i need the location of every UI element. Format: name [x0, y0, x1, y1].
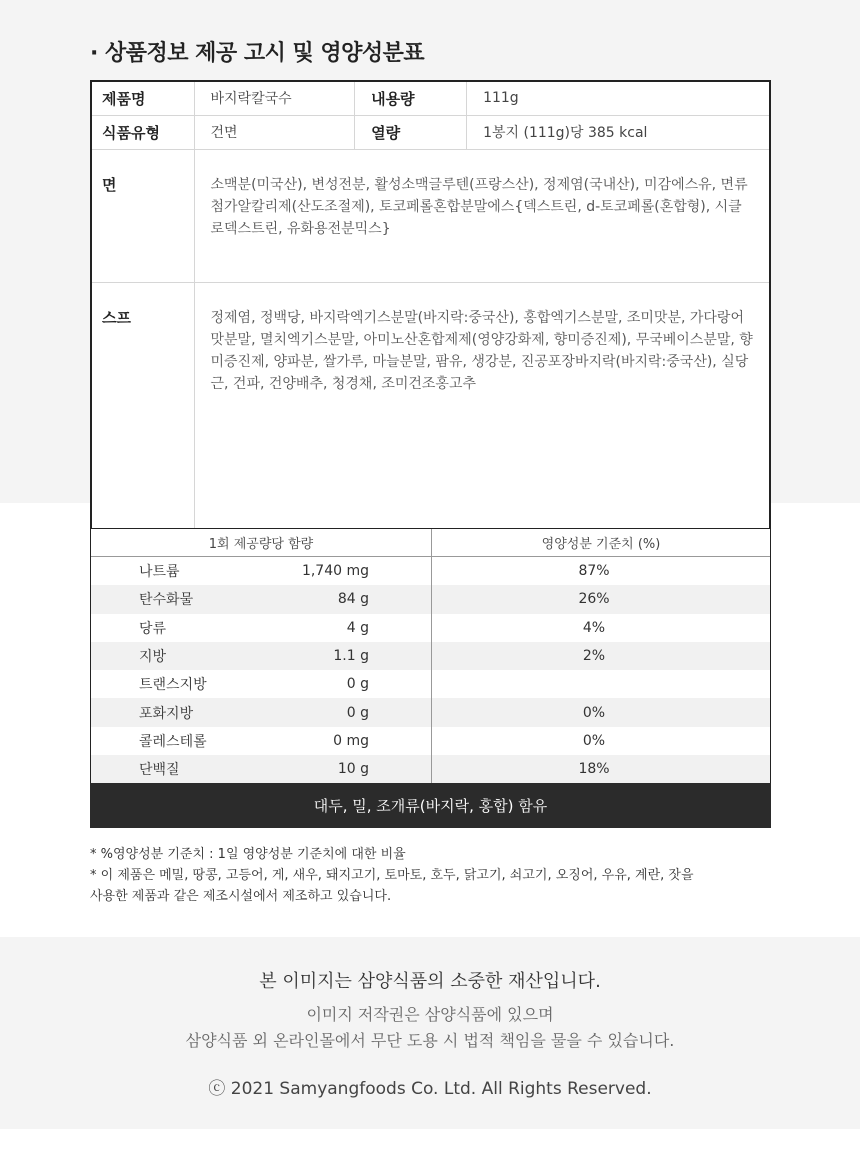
allergen-banner: 대두, 밀, 조개류(바지락, 홍합) 함유	[90, 783, 771, 828]
product-name-value: 바지락칼국수	[194, 81, 355, 115]
nutrition-row	[91, 557, 770, 585]
nutrition-row	[91, 670, 770, 698]
calorie-value: 1봉지 (111g)당 385 kcal	[467, 115, 770, 149]
table-row	[91, 115, 770, 149]
calorie-label: 열량	[355, 115, 467, 149]
nutrient-name: 당류	[139, 620, 167, 637]
nutrient-name: 트랜스지방	[139, 677, 207, 694]
nutrition-row	[91, 614, 770, 642]
nutrient-amount: 0 mg	[266, 727, 432, 755]
nutrition-table	[90, 529, 771, 783]
nutrient-percent: 0%	[582, 732, 606, 749]
nutrient-percent: 2%	[582, 648, 606, 665]
food-type-value: 건면	[194, 115, 355, 149]
product-info-table	[90, 80, 771, 530]
nutrient-amount: 84 g	[266, 585, 432, 613]
all-rights-reserved: ⓒ 2021 Samyangfoods Co. Ltd. All Rights Reserved.	[208, 1079, 652, 1099]
copyright-notice-line: 삼양식품 외 온라인몰에서 무단 도용 시 법적 책임을 물을 수 있습니다.	[185, 1031, 675, 1050]
section-title: · 상품정보 제공 고시 및 영양성분표	[90, 41, 425, 66]
nutrient-name: 지방	[139, 649, 167, 666]
percent-header: 영양성분 기준치 (%)	[541, 537, 661, 552]
footnote-line: * 이 제품은 메밀, 땅콩, 고등어, 게, 새우, 돼지고기, 토마토, 호두, 닭고기, 쇠고기, 오징어, 우유, 계란, 잣을	[90, 868, 694, 883]
nutrition-row	[91, 585, 770, 613]
nutrient-amount: 4 g	[266, 614, 432, 642]
volume-value: 111g	[467, 81, 770, 115]
footnote-line: * %영양성분 기준치 : 1일 영양성분 기준치에 대한 비율	[90, 847, 406, 862]
nutrient-amount: 0 g	[266, 698, 432, 726]
nutrition-row	[91, 727, 770, 755]
nutrient-percent: 18%	[578, 761, 610, 778]
noodle-ingredients: 소맥분(미국산), 변성전분, 활성소맥글루텐(프랑스산), 정제염(국내산), 미감에스유, 면류첨가알칼리제(산도조절제), 토코페롤혼합분말에스{덱스트린, d-토코페롤(혼합형), 시클로덱스트린, 유화용전분믹스}	[194, 149, 770, 282]
soup-ingredients: 정제염, 정백당, 바지락엑기스분말(바지락:중국산), 홍합엑기스분말, 조미맛분, 가다랑어맛분말, 멸치엑기스분말, 아미노산혼합제제(영양강화제, 향미증진제), 무국베이스분말, 향미증진제, 양파분, 쌀가루, 마늘분말, 팜유, 생강분, 진공포장바지락(바지락:중국산), 실당근, 건파, 건양배추, 청경채, 조미건조홍고추	[194, 282, 770, 529]
nutrient-amount: 1,740 mg	[266, 557, 432, 585]
nutrition-header	[91, 529, 770, 557]
nutrient-name: 콜레스테롤	[139, 733, 207, 750]
nutrition-row	[91, 698, 770, 726]
amount-header: 1회 제공량당 함량	[91, 529, 432, 556]
tail-background	[0, 1129, 860, 1153]
nutrient-name: 단백질	[139, 762, 180, 779]
nutrient-name: 탄수화물	[139, 592, 194, 609]
nutrient-percent	[432, 670, 770, 698]
nutrient-percent: 0%	[582, 704, 606, 721]
footnotes	[90, 844, 694, 907]
noodle-label: 면	[91, 149, 194, 282]
nutrient-name: 나트륨	[139, 564, 180, 581]
nutrition-row	[91, 642, 770, 670]
footnote-line: 사용한 제품과 같은 제조시설에서 제조하고 있습니다.	[90, 889, 392, 904]
food-type-label: 식품유형	[91, 115, 194, 149]
nutrient-amount: 1.1 g	[266, 642, 432, 670]
table-row	[91, 282, 770, 529]
copyright-notice-line: 이미지 저작권은 삼양식품에 있으며	[306, 1005, 554, 1024]
nutrient-percent: 4%	[582, 619, 606, 636]
copyright-heading: 본 이미지는 삼양식품의 소중한 재산입니다.	[259, 971, 601, 992]
nutrient-name: 포화지방	[139, 705, 194, 722]
nutrition-row	[91, 755, 770, 783]
volume-label: 내용량	[355, 81, 467, 115]
soup-label: 스프	[91, 282, 194, 529]
product-name-label: 제품명	[91, 81, 194, 115]
table-row	[91, 81, 770, 115]
nutrient-amount: 0 g	[266, 670, 432, 698]
nutrient-percent: 26%	[578, 591, 610, 608]
table-row	[91, 149, 770, 282]
nutrient-percent: 87%	[578, 563, 610, 580]
nutrient-amount: 10 g	[266, 755, 432, 783]
